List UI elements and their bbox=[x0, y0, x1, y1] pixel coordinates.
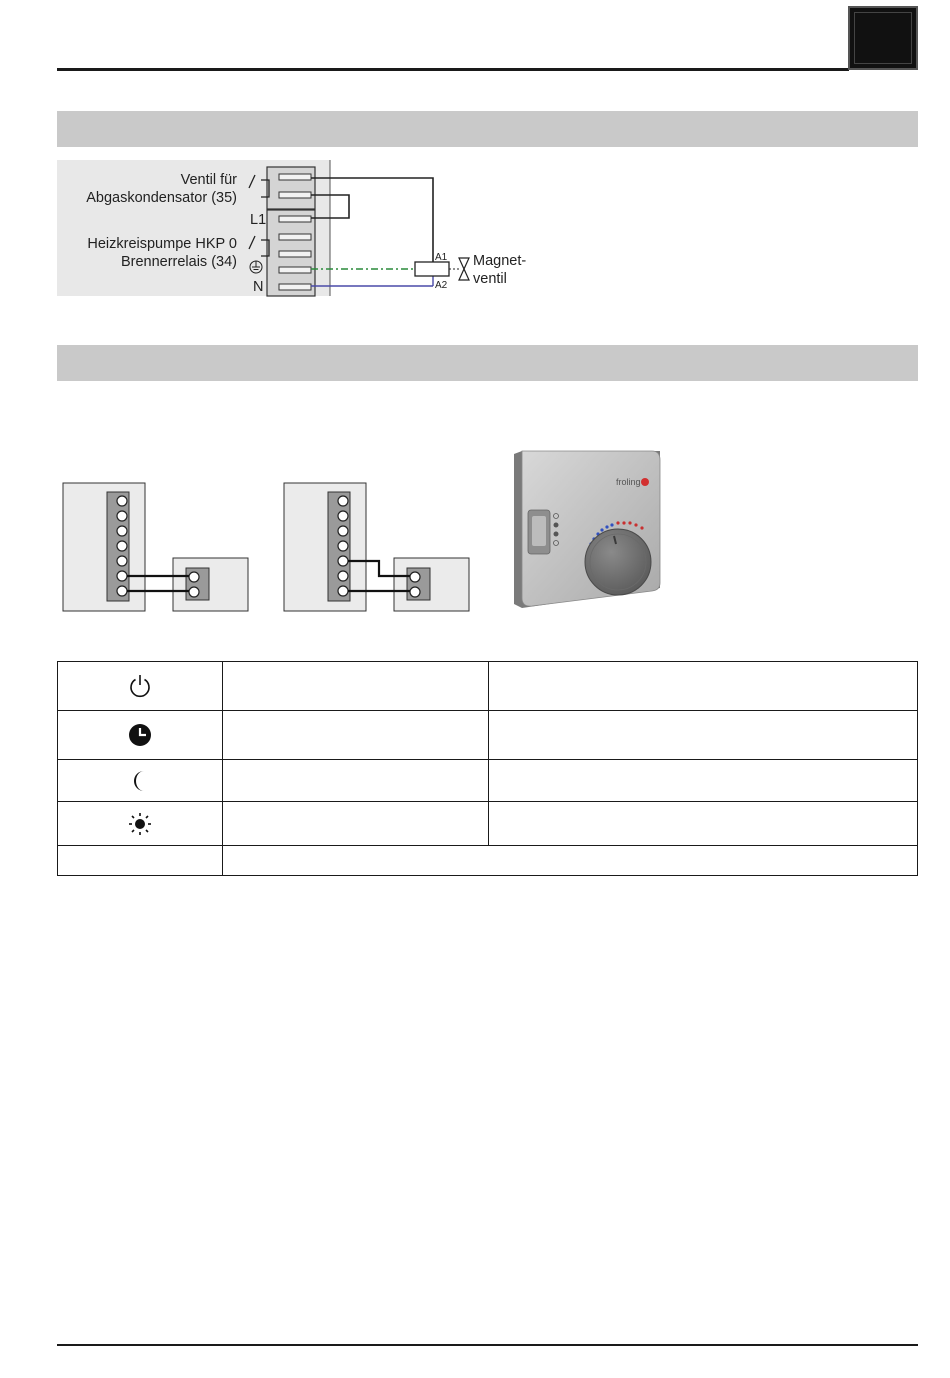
table-row bbox=[58, 802, 918, 846]
thermostat-brand: froling bbox=[616, 477, 641, 487]
label-n: N bbox=[253, 279, 264, 295]
label-magnet-line1: Magnet- bbox=[473, 253, 527, 269]
table-row bbox=[58, 662, 918, 711]
clock-icon bbox=[127, 722, 153, 748]
connection-diagram-a bbox=[62, 482, 252, 614]
power-icon bbox=[127, 673, 153, 699]
valve-symbol bbox=[459, 258, 469, 269]
label-pump-line1: Heizkreispumpe HKP 0 bbox=[87, 236, 237, 252]
wiring-diagram bbox=[57, 160, 537, 300]
table-row bbox=[58, 711, 918, 760]
header-rule bbox=[57, 68, 849, 71]
room-thermostat-photo bbox=[508, 448, 666, 612]
moon-icon bbox=[127, 768, 153, 794]
sun-icon bbox=[127, 811, 153, 837]
footer-rule bbox=[57, 1344, 918, 1346]
label-valve-line1: Ventil für bbox=[180, 172, 237, 188]
label-magnet-line2: ventil bbox=[473, 271, 507, 287]
label-valve-line2: Abgaskondensator (35) bbox=[86, 190, 237, 206]
chapter-tab bbox=[848, 6, 918, 70]
thermostat-knob bbox=[585, 529, 651, 595]
section-bar-valve bbox=[57, 111, 918, 147]
label-a1: A1 bbox=[435, 252, 448, 263]
connection-diagram-b bbox=[283, 482, 473, 614]
mode-table bbox=[57, 661, 918, 876]
table-row bbox=[58, 760, 918, 802]
table-row bbox=[58, 846, 918, 876]
label-a2: A2 bbox=[435, 280, 448, 291]
terminal-block-upper bbox=[267, 167, 315, 209]
solenoid-coil bbox=[415, 262, 449, 276]
label-pump-line2: Brennerrelais (34) bbox=[120, 254, 237, 270]
section-bar-thermostat bbox=[57, 345, 918, 381]
label-l1: L1 bbox=[250, 212, 267, 228]
